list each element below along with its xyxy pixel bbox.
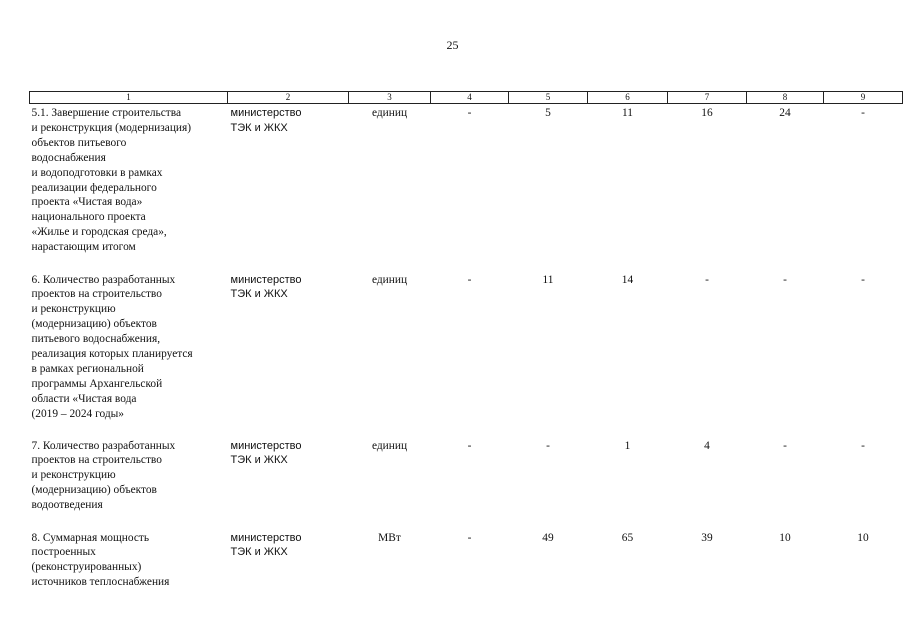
value-cell: 24 <box>779 107 791 119</box>
indicator-cell: 6. Количество разработанных проектов на строительство и реконструкцию (модернизацию) объектов питьевого водоснабжения, реализация которых планируется в рамках региональной программы Архангельской области «Чистая вода (2019 – 2024 годы» <box>31 273 193 420</box>
organization-cell: министерство ТЭК и ЖКХ <box>230 531 302 559</box>
value-cell: - <box>546 439 550 452</box>
value-cell: 5 <box>545 107 551 119</box>
value-cell: - <box>783 273 787 286</box>
indicator-cell: 7. Количество разработанных проектов на строительство и реконструкцию (модернизацию) объектов водоотведения <box>31 439 176 512</box>
value-cell: - <box>705 273 709 286</box>
value-cell: 14 <box>621 273 634 286</box>
value-cell: - <box>467 273 472 286</box>
value-cell: - <box>467 531 472 544</box>
value-cell: 10 <box>779 531 791 544</box>
column-number-row <box>30 92 903 104</box>
unit-cell: МВт <box>378 531 401 544</box>
value-cell: - <box>861 107 865 119</box>
column-header: 9 <box>824 92 903 104</box>
indicators-table <box>29 91 903 599</box>
value-cell: 11 <box>622 107 633 119</box>
table-row <box>30 104 903 271</box>
value-cell: - <box>467 439 472 452</box>
column-header: 8 <box>747 92 824 104</box>
unit-cell: единиц <box>371 439 408 452</box>
value-cell: 1 <box>624 439 631 452</box>
value-cell: - <box>783 439 787 452</box>
organization-cell: министерство ТЭК и ЖКХ <box>230 439 302 467</box>
indicator-cell: 5.1. Завершение строительства и реконструкция (модернизация) объектов питьевого водоснабжения и водоподготовки в рамках реализации федерального проекта «Чистая вода» национального проекта «Жилье и городская среда», нарастающим итогом <box>31 107 192 254</box>
page-number: 25 <box>446 38 459 52</box>
column-header: 7 <box>668 92 747 104</box>
value-cell: 49 <box>542 531 554 544</box>
table-row <box>30 437 903 529</box>
indicator-cell: 8. Суммарная мощность построенных (реконструированных) источников теплоснабжения <box>31 531 170 589</box>
value-cell: - <box>467 107 472 119</box>
value-cell: 11 <box>542 273 554 286</box>
value-cell: 39 <box>701 531 713 544</box>
value-cell: - <box>861 273 865 286</box>
value-cell: 65 <box>621 531 634 544</box>
column-header: 4 <box>431 92 509 104</box>
column-header: 6 <box>588 92 668 104</box>
unit-cell: единиц <box>371 107 408 119</box>
column-header: 3 <box>349 92 431 104</box>
value-cell: - <box>861 439 865 452</box>
unit-cell: единиц <box>371 273 408 286</box>
organization-cell: министерство ТЭК и ЖКХ <box>230 273 302 301</box>
value-cell: 10 <box>857 531 869 544</box>
table-row <box>30 529 903 599</box>
table-row <box>30 271 903 437</box>
value-cell: 16 <box>701 107 713 119</box>
value-cell: 4 <box>704 439 710 452</box>
column-header: 5 <box>509 92 588 104</box>
organization-cell: министерство ТЭК и ЖКХ <box>230 107 302 134</box>
column-header: 2 <box>228 92 349 104</box>
column-header: 1 <box>30 92 228 104</box>
